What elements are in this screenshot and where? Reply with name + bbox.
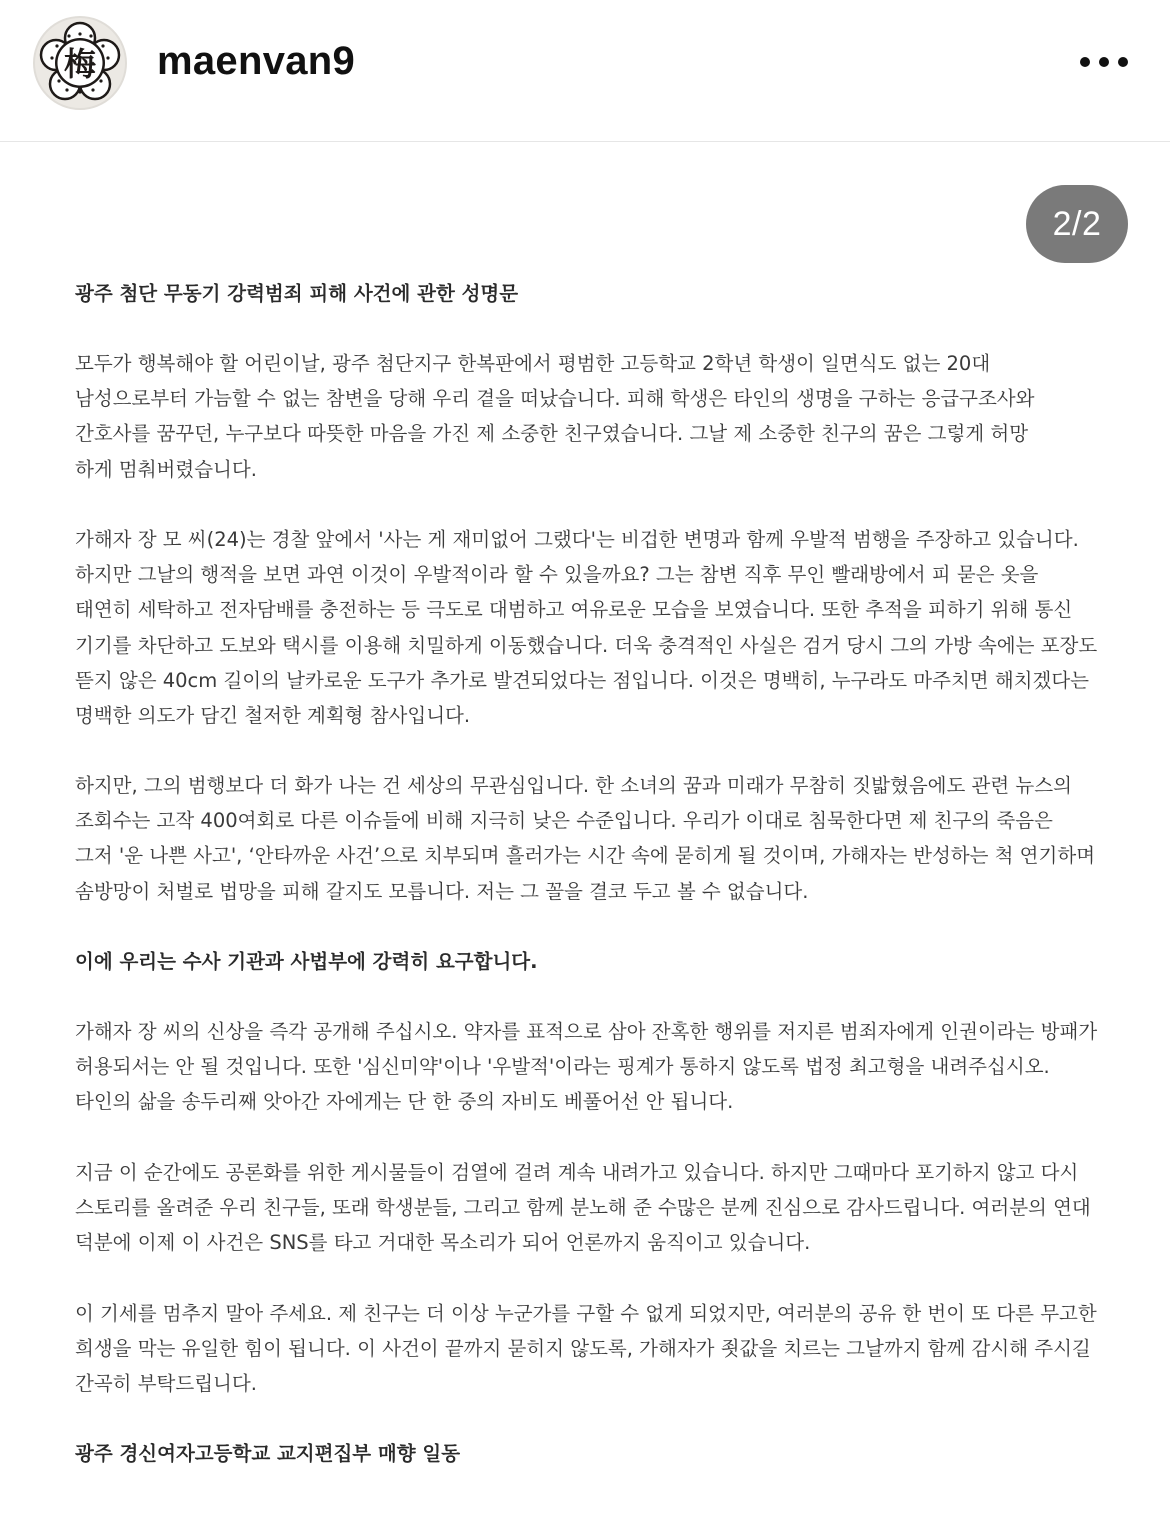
- text-line: 간곡히 부탁드립니다.: [75, 1372, 257, 1396]
- paragraph-2: [75, 522, 1115, 733]
- post-title: 광주 첨단 무동기 강력범죄 피해 사건에 관한 성명문: [75, 282, 519, 305]
- more-options-icon-dot: [1118, 57, 1128, 67]
- text-line: 모두가 행복해야 할 어린이날, 광주 첨단지구 한복판에서 평범한 고등학교 2학년 학생이 일면식도 없는 20대: [75, 352, 991, 375]
- text-line: 하지만, 그의 범행보다 더 화가 나는 건 세상의 무관심입니다. 한 소녀의 꿈과 미래가 무참히 짓밟혔음에도 관련 뉴스의: [75, 774, 1072, 797]
- text-line: 가해자 장 씨의 신상을 즉각 공개해 주십시오. 약자를 표적으로 삼아 잔혹한 행위를 저지른 범죄자에게 인권이라는 방패가: [75, 1020, 1098, 1043]
- text-line: 희생을 막는 유일한 힘이 됩니다. 이 사건이 끝까지 묻히지 않도록, 가해자가 죗값을 치르는 그날까지 함께 감시해 주시길: [75, 1337, 1091, 1361]
- text-line: 가해자 장 모 씨(24)는 경찰 앞에서 '사는 게 재미없어 그랬다'는 비겁한 변명과 함께 우발적 범행을 주장하고 있습니다.: [75, 528, 1079, 551]
- avatar-glyph: 梅: [63, 45, 97, 83]
- profile-avatar[interactable]: [33, 16, 127, 110]
- text-line: 하지만 그날의 행적을 보면 과연 이것이 우발적이라 할 수 있을까요? 그는 참변 직후 무인 빨래방에서 피 묻은 옷을: [75, 563, 1039, 587]
- text-line: 솜방망이 처벌로 법망을 피해 갈지도 모릅니다. 저는 그 꼴을 결코 두고 볼 수 없습니다.: [75, 879, 809, 903]
- text-line: 태연히 세탁하고 전자담배를 충전하는 등 극도로 대범하고 여유로운 모습을 보였습니다. 또한 추적을 피하기 위해 통신: [75, 598, 1073, 622]
- text-line: 그저 '운 나쁜 사고', ‘안타까운 사건’으로 치부되며 흘러가는 시간 속에 묻히게 될 것이며, 가해자는 반성하는 척 연기하며: [75, 844, 1096, 868]
- text-line: 명백한 의도가 담긴 철저한 계획형 참사입니다.: [75, 704, 471, 728]
- text-line: 스토리를 올려준 우리 친구들, 또래 학생분들, 그리고 함께 분노해 준 수많은 분께 진심으로 감사드립니다. 여러분의 연대: [75, 1196, 1091, 1220]
- more-options-button[interactable]: [1074, 40, 1134, 84]
- more-options-icon: [1080, 57, 1090, 67]
- demand-heading: 이에 우리는 수사 기관과 사법부에 강력히 요구합니다.: [75, 950, 538, 973]
- text-line: 허용되서는 안 될 것입니다. 또한 '심신미약'이나 '우발적'이라는 핑계가 통하지 않도록 법정 최고형을 내려주십시오.: [75, 1055, 1050, 1079]
- text-line: 기기를 차단하고 도보와 택시를 이용해 치밀하게 이동했습니다. 더욱 충격적인 사실은 검거 당시 그의 가방 속에는 포장도: [75, 633, 1098, 657]
- text-line: 이 기세를 멈추지 말아 주세요. 제 친구는 더 이상 누군가를 구할 수 없게 되었지만, 여러분의 공유 한 번이 또 다른 무고한: [75, 1302, 1097, 1325]
- text-line: 남성으로부터 가늠할 수 없는 참변을 당해 우리 곁을 떠났습니다. 피해 학생은 타인의 생명을 구하는 응급구조사와: [75, 387, 1035, 411]
- post-header: [0, 0, 1170, 142]
- carousel-page-indicator: 2/2: [1026, 185, 1128, 263]
- text-line: 뜯지 않은 40cm 길이의 날카로운 도구가 추가로 발견되었다는 점입니다. 이것은 명백히, 누구라도 마주치면 해치겠다는: [75, 668, 1090, 692]
- text-line: 조회수는 고작 400여회로 다른 이슈들에 비해 지극히 낮은 수준입니다. 우리가 이대로 침묵한다면 제 친구의 죽음은: [75, 809, 1053, 833]
- username[interactable]: maenvan9: [157, 39, 356, 83]
- paragraph-5: [75, 1155, 1115, 1261]
- plum-blossom-logo-icon: [35, 18, 125, 108]
- text-line: 타인의 삶을 송두리째 앗아간 자에게는 단 한 중의 자비도 베풀어선 안 됩니다.: [75, 1090, 734, 1114]
- text-line: 하게 멈춰버렸습니다.: [75, 457, 257, 481]
- text-line: 지금 이 순간에도 공론화를 위한 게시물들이 검열에 걸려 계속 내려가고 있습니다. 하지만 그때마다 포기하지 않고 다시: [75, 1161, 1079, 1184]
- paragraph-3: [75, 768, 1115, 909]
- more-options-icon-dot: [1099, 57, 1109, 67]
- paragraph-4: [75, 1014, 1115, 1120]
- paragraph-1: [75, 346, 1115, 487]
- signature: 광주 경신여자고등학교 교지편집부 매향 일동: [75, 1442, 461, 1465]
- text-line: 간호사를 꿈꾸던, 누구보다 따뜻한 마음을 가진 제 소중한 친구였습니다. 그날 제 소중한 친구의 꿈은 그렇게 허망: [75, 422, 1029, 446]
- paragraph-6: [75, 1296, 1115, 1402]
- text-line: 덕분에 이제 이 사건은 SNS를 타고 거대한 목소리가 되어 언론까지 움직이고 있습니다.: [75, 1231, 811, 1255]
